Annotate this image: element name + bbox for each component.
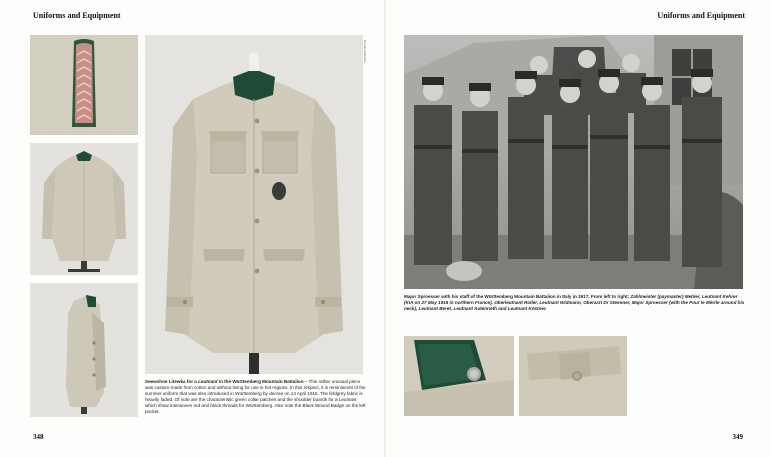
left-page [0, 0, 385, 457]
left-caption-title: Seewshoe Litewka for a [145, 379, 199, 384]
right-page [386, 0, 771, 457]
right-caption-lead: Major Sproesser with his staff of the Württemberg Mountain Battalion in Italy in 1917. From left to right: [404, 294, 631, 299]
photo-tunic-front [145, 35, 363, 374]
photo-collar-detail [404, 336, 514, 416]
photo-tunic-side [30, 283, 138, 417]
left-caption-body: – This rather unusual piece was custom-made from cotton and without lining for use in hot regions. In this respect, it is reminiscent of the summer uniform that was also introduced in Württemberg by decree on 14 April 1915. The feldgrey fabric is heavily faded. Of note are the characteristic green collar patches and the shoulder boards for a Leutnant which show interwoven red and black threads for Württemberg. Also note the Black Wound Badge on the left pocket. [145, 379, 366, 415]
right-caption-names: Zahlmeister (paymaster) Mehler, Leutnant Kehrer (KIA on 27 May 1918 in northern France), Oberleutnant Roller, Leutnant Widmann, Oberarzt Dr Stemmer, Major Sproesser (with the Pour le Mérite around his neck), Leutnant Beret, Leutnant Autenrieth and Leutnant Köstner. [404, 294, 745, 312]
left-caption-title-rest: in the Württemberg Mountain Battalion [217, 379, 304, 384]
photo-shoulder-board [30, 35, 138, 135]
left-running-header: Uniforms and Equipment [33, 11, 121, 20]
photo-tunic-back [30, 143, 138, 275]
left-page-number: 348 [33, 433, 44, 441]
photo-pocket-detail [519, 336, 627, 416]
left-caption-title-rank: Leutnant [198, 379, 218, 384]
right-caption [404, 294, 745, 312]
right-running-header: Uniforms and Equipment [657, 11, 745, 20]
right-page-number: 349 [732, 433, 743, 441]
photo-staff-group [404, 35, 743, 289]
photo-credit: Private collection [363, 40, 367, 63]
left-caption [145, 379, 367, 416]
